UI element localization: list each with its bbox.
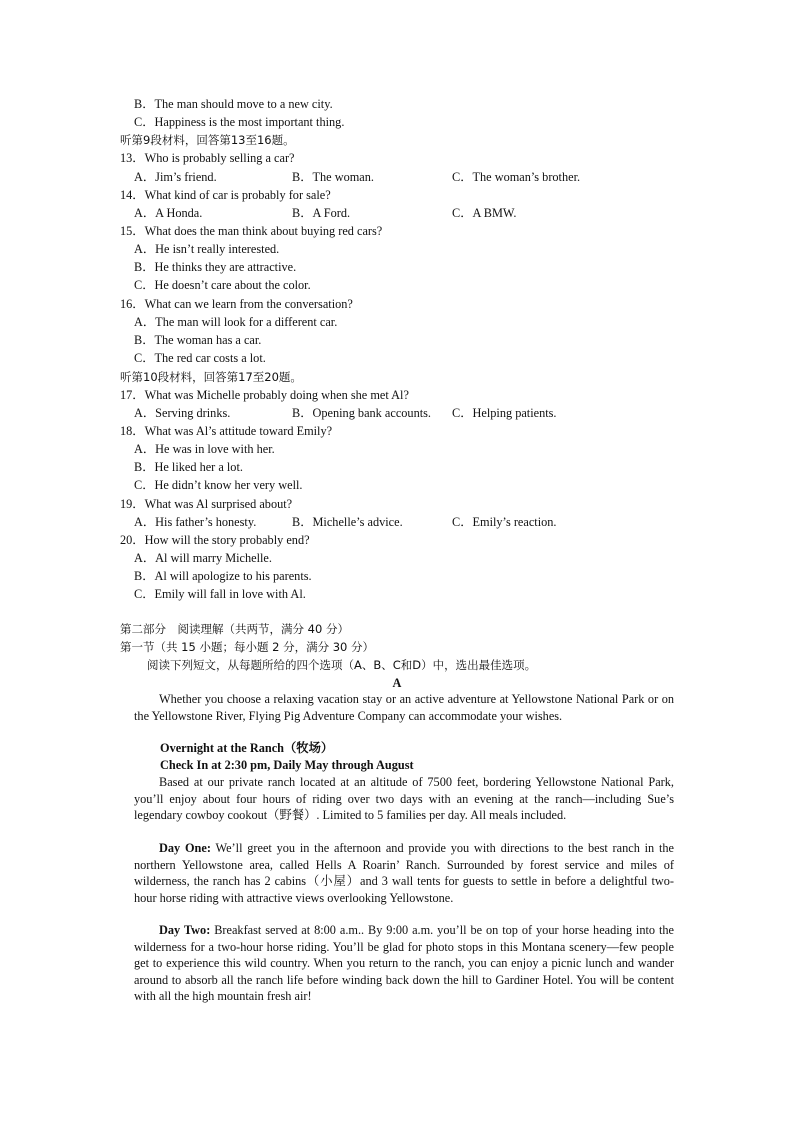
passage-heading-checkin: Check In at 2:30 pm, Daily May through August [160, 758, 414, 772]
passage-day-one [134, 840, 674, 906]
q14-option-a: A．A Honda. [134, 206, 203, 220]
q14-option-b: B．A Ford. [292, 206, 351, 220]
q20-stem: 20．How will the story probably end? [120, 533, 310, 547]
q12-option-c: C．Happiness is the most important thing. [134, 115, 345, 129]
passage-letter: A [392, 676, 402, 690]
q15-option-c: C．He doesn’t care about the color. [134, 278, 311, 292]
q18-option-a: A．He was in love with her. [134, 442, 275, 456]
q17-stem: 17．What was Michelle probably doing when she met Al? [120, 388, 409, 402]
q17-option-a: A．Serving drinks. [134, 406, 231, 420]
q20-option-c: C．Emily will fall in love with Al. [134, 587, 306, 601]
q16-stem: 16．What can we learn from the conversation? [120, 297, 353, 311]
q15-option-b: B．He thinks they are attractive. [134, 260, 297, 274]
q20-option-b: B．Al will apologize to his parents. [134, 569, 312, 583]
q20-option-a: A．Al will marry Michelle. [134, 551, 272, 565]
q18-option-c: C．He didn’t know her very well. [134, 478, 303, 492]
q14-stem: 14．What kind of car is probably for sale? [120, 188, 331, 202]
q19-stem: 19．What was Al surprised about? [120, 497, 293, 511]
day-two-text: Breakfast served at 8:00 a.m.. By 9:00 a.m. you’ll be on top of your horse heading into the wilderness for a two-hour horse riding. You’ll be glad for photo stops in this Montana scenery—few people get to experience this wild country. When you return to the ranch, you can enjoy a picnic lunch and wander around to absorb all the ranch life before winding back down the hill to Gardiner Hotel. You will be content with all the high mountain fresh air! [134, 923, 674, 1004]
q14-option-c: C．A BMW. [452, 206, 517, 220]
q19-option-b: B．Michelle’s advice. [292, 515, 403, 529]
q16-option-a: A．The man will look for a different car. [134, 315, 338, 329]
q13-option-b: B．The woman. [292, 170, 374, 184]
q18-option-b: B．He liked her a lot. [134, 460, 243, 474]
day-one-label: Day One: [159, 841, 211, 855]
q15-stem: 15．What does the man think about buying red cars? [120, 224, 383, 238]
q16-option-c: C．The red car costs a lot. [134, 351, 266, 365]
q13-stem: 13．Who is probably selling a car? [120, 151, 295, 165]
day-one-text: We’ll greet you in the afternoon and provide you with directions to the best ranch in the northern Yellowstone area, called Hells A Roarin’ Ranch. Surrounded by forest service and miles of wilderness, the ranch has 2 cabins（小屋）and 3 wall tents for guests to settle in before a delightful two-hour horse riding with attractive views overlooking Yellowstone. [134, 841, 674, 905]
section9-header: 听第9段材料，回答第13至16题。 [120, 133, 295, 147]
part2-header: 第二部分 阅读理解（共两节，满分 40 分） [120, 622, 349, 636]
q16-option-b: B．The woman has a car. [134, 333, 262, 347]
q17-option-c: C．Helping patients. [452, 406, 557, 420]
passage-day-two [134, 922, 674, 1005]
q15-option-a: A．He isn’t really interested. [134, 242, 280, 256]
q17-option-b: B．Opening bank accounts. [292, 406, 431, 420]
q18-stem: 18．What was Al’s attitude toward Emily? [120, 424, 333, 438]
section10-header: 听第10段材料，回答第17至20题。 [120, 370, 302, 384]
q19-option-a: A．His father’s honesty. [134, 515, 257, 529]
day-two-label: Day Two: [159, 923, 211, 937]
passage-para-ranch: Based at our private ranch located at an altitude of 7500 feet, bordering Yellowstone National Park, you’ll enjoy about four hours of riding over two days with an evening at the ranch—including Sue’s legendary cowboy cookout（野餐）. Limited to 5 families per day. All meals included. [134, 775, 674, 823]
q13-option-c: C．The woman’s brother. [452, 170, 581, 184]
reading-instruction: 阅读下列短文，从每题所给的四个选项（A、B、C和D）中，选出最佳选项。 [147, 658, 537, 672]
passage-intro: Whether you choose a relaxing vacation stay or an active adventure at Yellowstone National Park or on the Yellowstone River, Flying Pig Adventure Company can accommodate your wishes. [134, 692, 674, 723]
section1-header: 第一节（共 15 小题；每小题 2 分，满分 30 分） [120, 640, 375, 654]
passage-heading-ranch: Overnight at the Ranch（牧场） [160, 741, 334, 755]
q13-option-a: A．Jim’s friend. [134, 170, 217, 184]
q12-option-b: B．The man should move to a new city. [134, 97, 333, 111]
q19-option-c: C．Emily’s reaction. [452, 515, 557, 529]
